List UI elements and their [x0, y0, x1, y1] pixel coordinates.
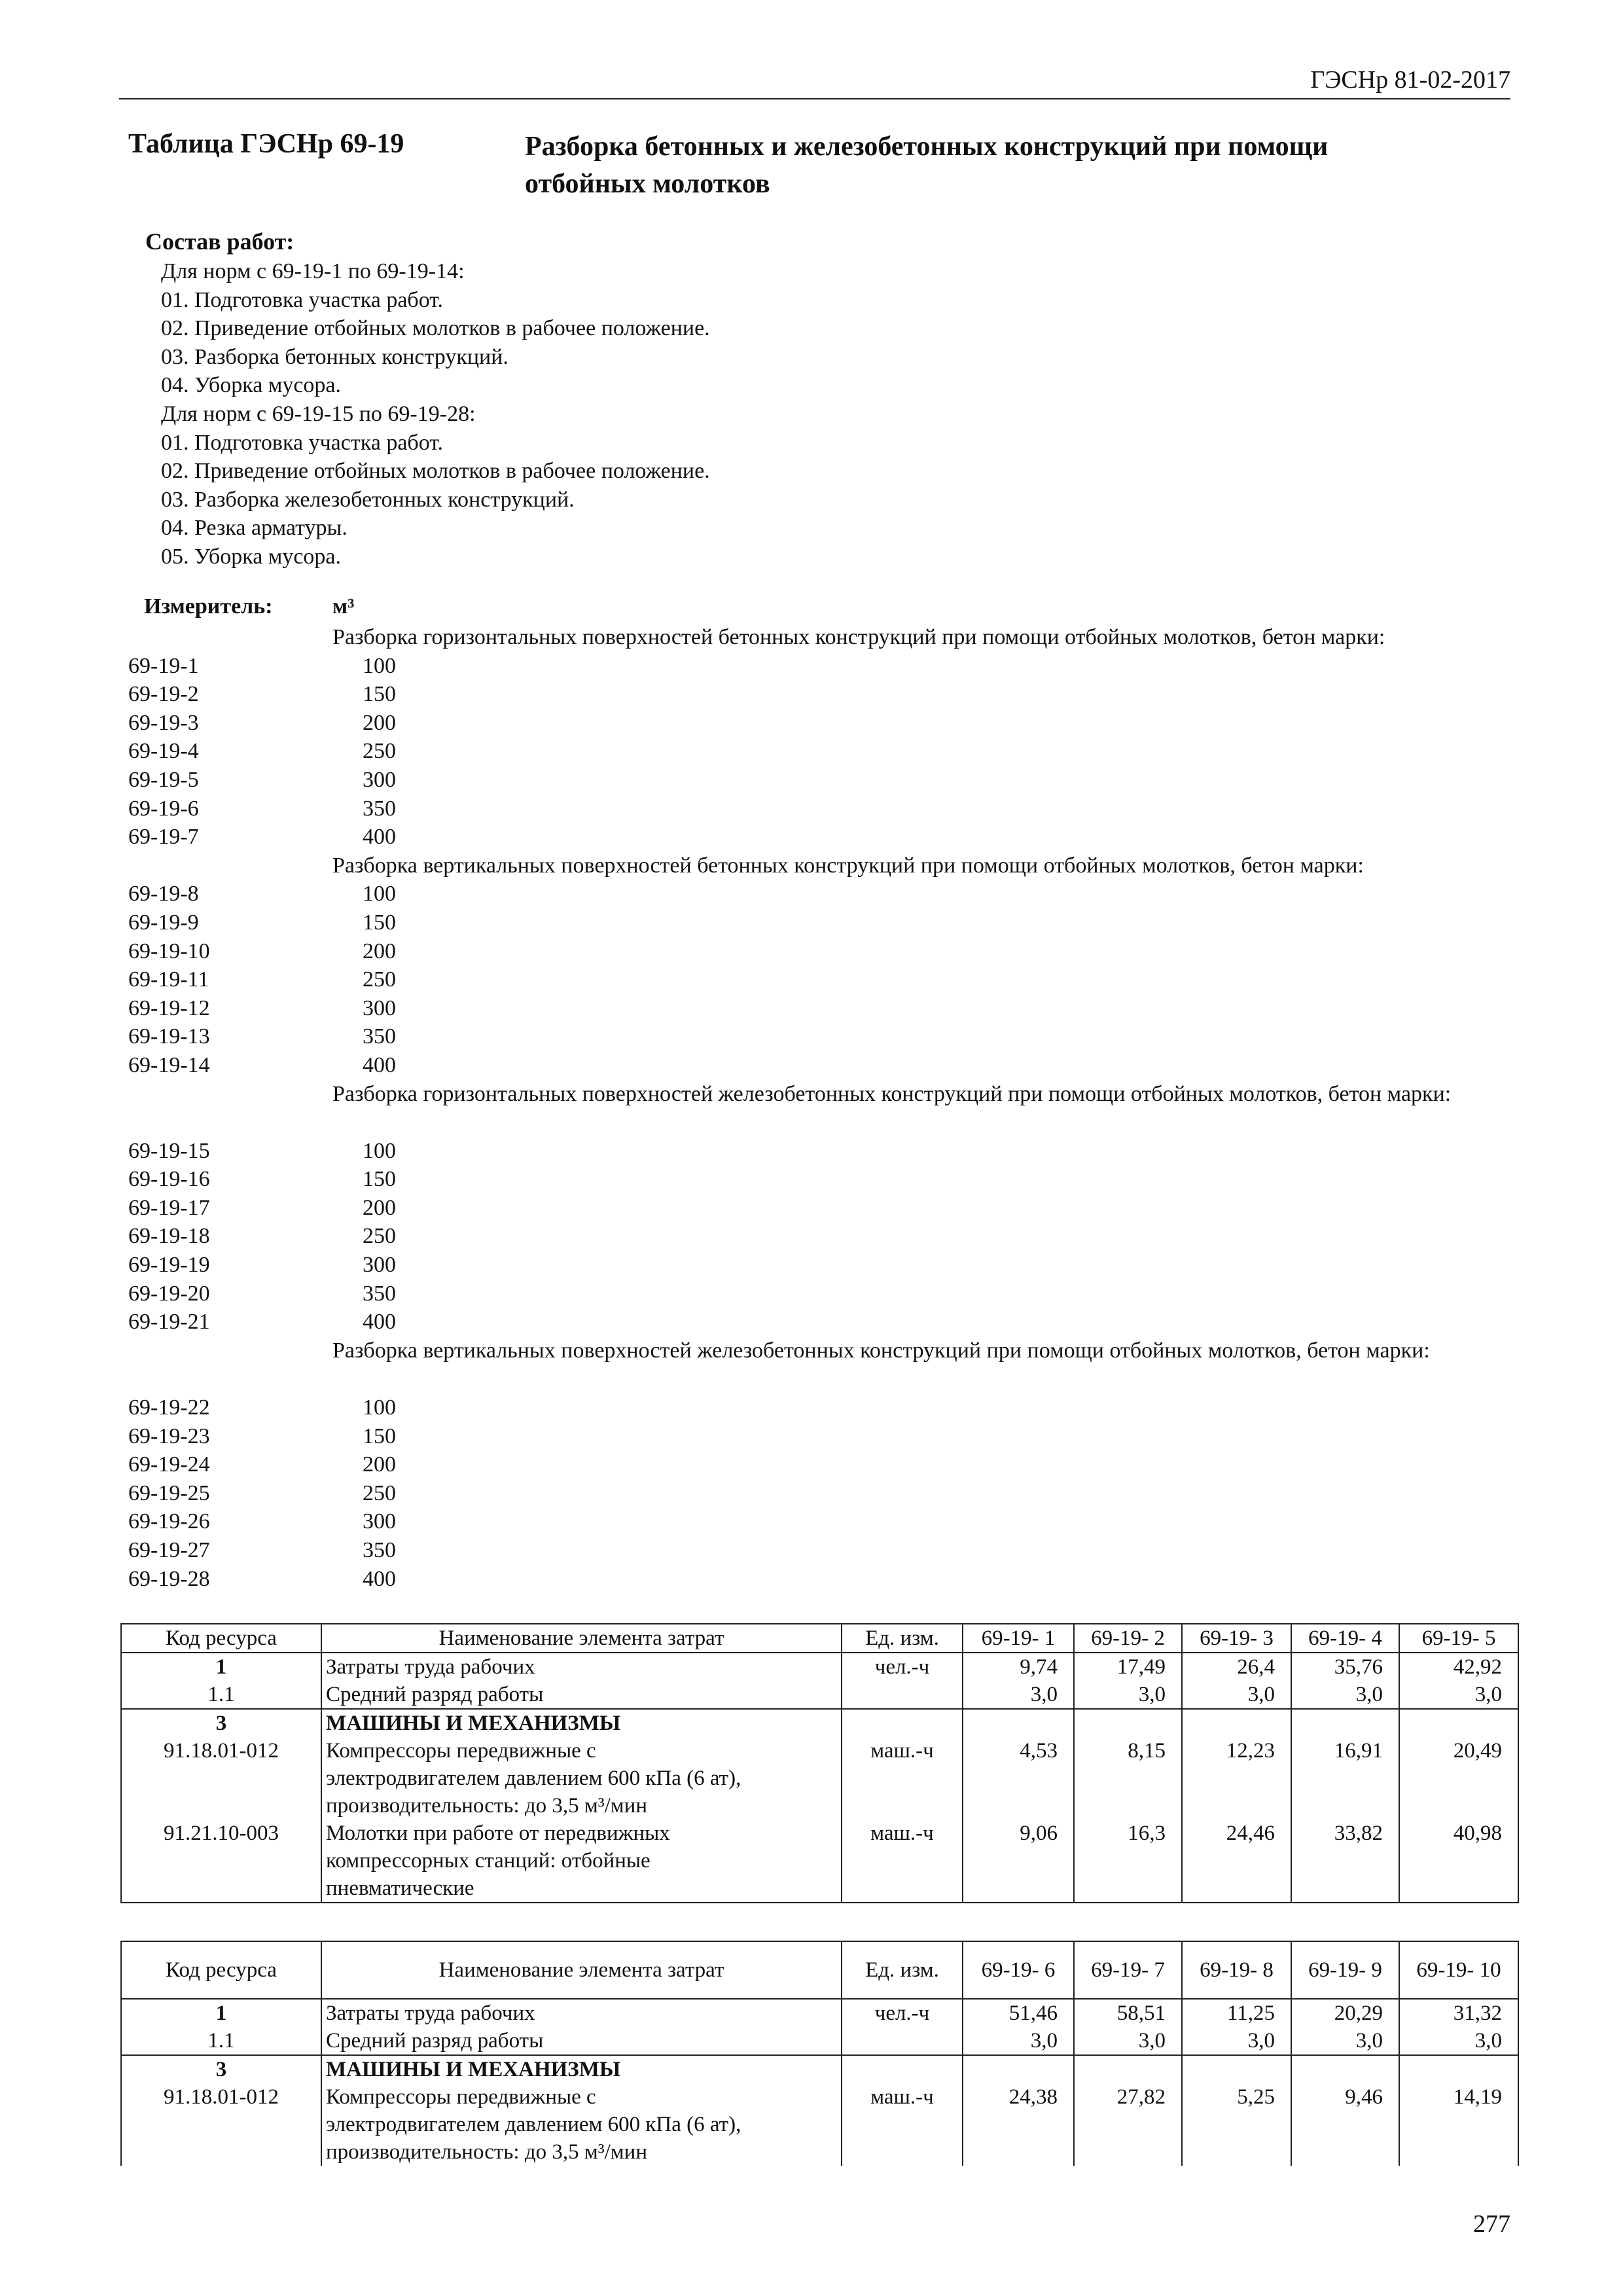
- norm-row: [128, 823, 1529, 852]
- resource-code: 91.18.01-012: [121, 1737, 321, 1820]
- norm-row: [128, 1194, 1529, 1223]
- norm-code: 69-19-14: [128, 1052, 210, 1077]
- resource-name: [321, 2083, 842, 2166]
- resource-table: [120, 1941, 1519, 2166]
- resource-code: 1: [121, 1999, 321, 2027]
- table-label: Таблица ГЭСНр 69-19: [128, 129, 404, 159]
- norm-group-text: Разборка горизонтальных поверхностей железобетонных конструкций при помощи отбойных молотков, бетон марки:: [332, 1081, 1452, 1106]
- norm-row: [128, 1507, 1529, 1536]
- resource-name: Затраты труда рабочих: [321, 1653, 842, 1681]
- norm-grade: 250: [363, 739, 396, 764]
- norm-row: [128, 1022, 1529, 1051]
- resource-value: 20,29: [1291, 1999, 1399, 2027]
- resource-code: 1: [121, 1653, 321, 1681]
- column-header: 69-19- 5: [1399, 1624, 1518, 1653]
- table-row: [121, 2055, 1518, 2083]
- norm-row: [128, 709, 1529, 738]
- norm-row: [128, 1051, 1529, 1080]
- resource-name-line: электродвигателем давлением 600 кПа (6 ат),: [326, 2113, 741, 2136]
- norm-row: [128, 1251, 1529, 1280]
- resource-name-line: пневматические: [326, 1876, 474, 1900]
- table-title: Разборка бетонных и железобетонных конструкций при помощи отбойных молотков: [525, 132, 1329, 199]
- norm-grade: 150: [363, 682, 396, 707]
- norm-code: 69-19-18: [128, 1224, 210, 1249]
- norm-grade: 250: [363, 967, 396, 992]
- table-row: [121, 1681, 1518, 1709]
- column-header: Код ресурса: [121, 1941, 321, 1999]
- norm-row: [128, 1536, 1529, 1565]
- resource-value: 51,46: [963, 1999, 1074, 2027]
- resource-value: 33,82: [1291, 1820, 1399, 1903]
- norm-row: [128, 1165, 1529, 1194]
- work-line: 03. Разборка железобетонных конструкций.: [161, 487, 575, 512]
- norm-row: [128, 1479, 1529, 1508]
- norm-grade: 350: [363, 1281, 396, 1306]
- norm-code: 69-19-2: [128, 682, 199, 707]
- norm-grade: 300: [363, 1253, 396, 1278]
- resource-value: 9,46: [1291, 2083, 1399, 2166]
- norm-row: [128, 680, 1529, 709]
- resource-name: [321, 1820, 842, 1903]
- resource-value: 4,53: [963, 1737, 1074, 1820]
- table-row: [121, 1999, 1518, 2027]
- work-line: Для норм с 69-19-15 по 69-19-28:: [161, 401, 476, 426]
- norm-grade: 250: [363, 1480, 396, 1505]
- resource-code: 91.21.10-003: [121, 1820, 321, 1903]
- resource-code: 1.1: [121, 2027, 321, 2055]
- resource-value: 14,19: [1399, 2083, 1518, 2166]
- norm-group-description: [128, 1336, 1529, 1393]
- norm-grade: 400: [363, 1566, 396, 1591]
- norm-grade: 100: [363, 653, 396, 678]
- work-composition-heading: Состав работ:: [145, 228, 294, 255]
- resource-code: 91.18.01-012: [121, 2083, 321, 2166]
- norm-grade: 250: [363, 1224, 396, 1249]
- measure-unit: м³: [332, 594, 355, 619]
- resource-name: Средний разряд работы: [321, 1681, 842, 1709]
- resource-value: 40,98: [1399, 1820, 1518, 1903]
- norm-group-description: [128, 1080, 1529, 1137]
- norm-group-text: Разборка вертикальных поверхностей железобетонных конструкций при помощи отбойных молотков, бетон марки:: [332, 1338, 1430, 1363]
- work-line: 03. Разборка бетонных конструкций.: [161, 344, 508, 369]
- resource-value: 3,0: [1182, 2027, 1291, 2055]
- norm-row: [128, 1565, 1529, 1594]
- table-row: [121, 2083, 1518, 2166]
- norm-code: 69-19-10: [128, 939, 210, 963]
- work-line: 01. Подготовка участка работ.: [161, 287, 444, 312]
- norm-group-text: Разборка горизонтальных поверхностей бетонных конструкций при помощи отбойных молотков, бетон марки:: [332, 625, 1385, 649]
- resource-value: 9,74: [963, 1653, 1074, 1681]
- resource-value: 20,49: [1399, 1737, 1518, 1820]
- norm-grade: 300: [363, 767, 396, 792]
- resource-name-line: Компрессоры передвижные с: [326, 1739, 596, 1763]
- table-header-row: [121, 1941, 1518, 1999]
- norm-row: [128, 1137, 1529, 1166]
- resource-code: 3: [121, 2055, 321, 2083]
- table-row: [121, 1709, 1518, 1737]
- norm-code: 69-19-9: [128, 910, 199, 935]
- norm-grade: 200: [363, 939, 396, 963]
- document-code: ГЭСНр 81-02-2017: [1310, 66, 1510, 94]
- page-number: 277: [1473, 2210, 1510, 2238]
- resource-value: 3,0: [1399, 2027, 1518, 2055]
- norm-code: 69-19-15: [128, 1138, 210, 1163]
- norm-grade: 400: [363, 1310, 396, 1335]
- resource-name-line: Компрессоры передвижные с: [326, 2085, 596, 2109]
- resource-value: 12,23: [1182, 1737, 1291, 1820]
- column-header: Наименование элемента затрат: [321, 1624, 842, 1653]
- column-header: 69-19- 2: [1074, 1624, 1182, 1653]
- resource-code: 1.1: [121, 1681, 321, 1709]
- norm-code: 69-19-20: [128, 1281, 210, 1306]
- resource-value: 11,25: [1182, 1999, 1291, 2027]
- norm-code: 69-19-5: [128, 767, 199, 792]
- norm-group-description: [128, 852, 1529, 880]
- norm-code: 69-19-24: [128, 1452, 210, 1477]
- resource-name-line: производительность: до 3,5 м³/мин: [326, 2140, 648, 2164]
- norm-row: [128, 880, 1529, 908]
- resource-name-line: производительность: до 3,5 м³/мин: [326, 1794, 648, 1818]
- resource-value: 58,51: [1074, 1999, 1182, 2027]
- norm-code: 69-19-12: [128, 996, 210, 1020]
- resource-code: 3: [121, 1709, 321, 1737]
- section-heading: МАШИНЫ И МЕХАНИЗМЫ: [321, 1709, 842, 1737]
- norm-code: 69-19-4: [128, 739, 199, 764]
- resource-value: 35,76: [1291, 1653, 1399, 1681]
- norm-grade: 300: [363, 1509, 396, 1534]
- norm-code: 69-19-16: [128, 1167, 210, 1192]
- norm-grade: 300: [363, 996, 396, 1020]
- work-line: 04. Уборка мусора.: [161, 373, 342, 398]
- column-header: Ед. изм.: [842, 1624, 963, 1653]
- norm-grade: 350: [363, 1024, 396, 1049]
- norm-code: 69-19-8: [128, 882, 199, 906]
- column-header: 69-19- 9: [1291, 1941, 1399, 1999]
- norm-grade: 150: [363, 1167, 396, 1192]
- resource-name-line: компрессорных станций: отбойные: [326, 1849, 651, 1873]
- norm-group-text: Разборка вертикальных поверхностей бетонных конструкций при помощи отбойных молотков, бетон марки:: [332, 853, 1364, 878]
- norm-grade: 150: [363, 910, 396, 935]
- resource-value: 9,06: [963, 1820, 1074, 1903]
- resource-value: 31,32: [1399, 1999, 1518, 2027]
- norm-row: [128, 1222, 1529, 1251]
- resource-value: 16,3: [1074, 1820, 1182, 1903]
- work-line: Для норм с 69-19-1 по 69-19-14:: [161, 259, 465, 283]
- table-header-row: [121, 1624, 1518, 1653]
- norm-code: 69-19-27: [128, 1538, 210, 1562]
- resource-unit: чел.-ч: [842, 1999, 963, 2027]
- work-composition-list: [161, 257, 710, 571]
- resource-value: 3,0: [1074, 2027, 1182, 2055]
- measure-label: Измеритель:: [144, 594, 273, 619]
- resource-value: 8,15: [1074, 1737, 1182, 1820]
- norm-row: [128, 1450, 1529, 1479]
- norm-row: [128, 1308, 1529, 1336]
- table-row: [121, 1737, 1518, 1820]
- resource-name: [321, 1737, 842, 1820]
- resource-name: Средний разряд работы: [321, 2027, 842, 2055]
- norm-code: 69-19-3: [128, 710, 199, 735]
- resource-value: 42,92: [1399, 1653, 1518, 1681]
- column-header: 69-19- 8: [1182, 1941, 1291, 1999]
- norm-grade: 200: [363, 1452, 396, 1477]
- column-header: 69-19- 6: [963, 1941, 1074, 1999]
- norm-grade: 100: [363, 1395, 396, 1420]
- resource-unit: маш.-ч: [842, 1820, 963, 1903]
- norm-group-description: [128, 623, 1529, 652]
- resource-value: 3,0: [1291, 2027, 1399, 2055]
- norm-code: 69-19-21: [128, 1310, 210, 1335]
- norm-grade: 200: [363, 710, 396, 735]
- resource-value: 3,0: [963, 1681, 1074, 1709]
- table-row: [121, 1820, 1518, 1903]
- norm-code: 69-19-22: [128, 1395, 210, 1420]
- norm-row: [128, 795, 1529, 823]
- norm-code: 69-19-13: [128, 1024, 210, 1049]
- column-header: Наименование элемента затрат: [321, 1941, 842, 1999]
- column-header: 69-19- 4: [1291, 1624, 1399, 1653]
- header-rule: [119, 98, 1510, 99]
- table-row: [121, 2027, 1518, 2055]
- resource-value: 16,91: [1291, 1737, 1399, 1820]
- norm-row: [128, 965, 1529, 994]
- column-header: 69-19- 7: [1074, 1941, 1182, 1999]
- resource-value: 3,0: [1074, 1681, 1182, 1709]
- norm-code: 69-19-25: [128, 1480, 210, 1505]
- resource-unit: маш.-ч: [842, 1737, 963, 1820]
- norm-code: 69-19-26: [128, 1509, 210, 1534]
- norm-code: 69-19-11: [128, 967, 209, 992]
- norm-code: 69-19-6: [128, 796, 199, 821]
- resource-value: 3,0: [1182, 1681, 1291, 1709]
- resource-value: 26,4: [1182, 1653, 1291, 1681]
- work-line: 02. Приведение отбойных молотков в рабочее положение.: [161, 316, 710, 341]
- table-row: [121, 1653, 1518, 1681]
- resource-value: 3,0: [963, 2027, 1074, 2055]
- resource-value: 3,0: [1399, 1681, 1518, 1709]
- work-line: 02. Приведение отбойных молотков в рабочее положение.: [161, 459, 710, 484]
- resource-name-line: электродвигателем давлением 600 кПа (6 ат),: [326, 1767, 741, 1790]
- resource-value: 24,46: [1182, 1820, 1291, 1903]
- norm-grade: 400: [363, 1052, 396, 1077]
- norm-code: 69-19-1: [128, 653, 199, 678]
- resource-value: 24,38: [963, 2083, 1074, 2166]
- resource-unit: [842, 2027, 963, 2055]
- resource-name-line: Молотки при работе от передвижных: [326, 1821, 670, 1845]
- norm-code: 69-19-7: [128, 825, 199, 850]
- norm-row: [128, 908, 1529, 937]
- norm-row: [128, 994, 1529, 1023]
- resource-value: 27,82: [1074, 2083, 1182, 2166]
- norm-grade: 350: [363, 1538, 396, 1562]
- norm-row: [128, 1393, 1529, 1422]
- norm-code: 69-19-17: [128, 1195, 210, 1220]
- norm-row: [128, 737, 1529, 766]
- work-line: 04. Резка арматуры.: [161, 516, 348, 541]
- resource-name: Затраты труда рабочих: [321, 1999, 842, 2027]
- column-header: 69-19- 1: [963, 1624, 1074, 1653]
- work-line: 01. Подготовка участка работ.: [161, 430, 444, 455]
- resource-value: 3,0: [1291, 1681, 1399, 1709]
- resource-table: [120, 1623, 1519, 1903]
- norm-grade: 400: [363, 825, 396, 850]
- norm-grade: 200: [363, 1195, 396, 1220]
- resource-value: 17,49: [1074, 1653, 1182, 1681]
- resource-unit: [842, 1681, 963, 1709]
- column-header: Ед. изм.: [842, 1941, 963, 1999]
- norm-code: 69-19-23: [128, 1424, 210, 1448]
- work-line: 05. Уборка мусора.: [161, 544, 342, 569]
- section-heading: МАШИНЫ И МЕХАНИЗМЫ: [321, 2055, 842, 2083]
- norm-grade: 150: [363, 1424, 396, 1448]
- norm-row: [128, 766, 1529, 795]
- norm-row: [128, 1422, 1529, 1451]
- resource-unit: маш.-ч: [842, 2083, 963, 2166]
- norm-code: 69-19-19: [128, 1253, 210, 1278]
- column-header: Код ресурса: [121, 1624, 321, 1653]
- norms-list: [128, 623, 1529, 1593]
- norm-code: 69-19-28: [128, 1566, 210, 1591]
- resource-value: 5,25: [1182, 2083, 1291, 2166]
- norm-row: [128, 1280, 1529, 1308]
- column-header: 69-19- 10: [1399, 1941, 1518, 1999]
- resource-unit: чел.-ч: [842, 1653, 963, 1681]
- norm-grade: 100: [363, 882, 396, 906]
- norm-row: [128, 652, 1529, 681]
- norm-row: [128, 937, 1529, 966]
- column-header: 69-19- 3: [1182, 1624, 1291, 1653]
- norm-grade: 350: [363, 796, 396, 821]
- norm-grade: 100: [363, 1138, 396, 1163]
